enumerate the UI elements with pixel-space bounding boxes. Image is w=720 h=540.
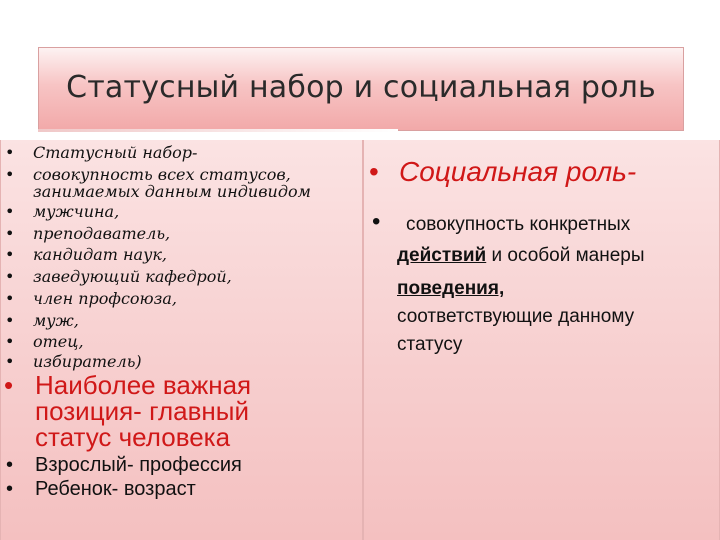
title-box [38,47,684,131]
bullet: • [369,156,379,187]
slide-title: Статусный набор и социальная роль [66,70,656,105]
bullet: • [5,224,15,243]
bullet: • [5,143,15,162]
title-underline [38,129,398,132]
bullet: • [5,165,15,184]
bullet: • [5,352,15,371]
bullet: • [5,332,15,351]
social-role-heading: Социальная роль- [399,156,637,187]
bullet: • [5,245,15,264]
bullet: • [5,267,15,286]
bullet: • [5,202,15,221]
bullet: • [372,208,381,235]
bullet: • [6,478,14,500]
bullet: • [5,311,15,330]
definition-line: действий и особой манеры [397,245,645,266]
bullet: • [4,370,14,400]
bullet: • [6,454,14,476]
bullet: • [5,289,15,308]
